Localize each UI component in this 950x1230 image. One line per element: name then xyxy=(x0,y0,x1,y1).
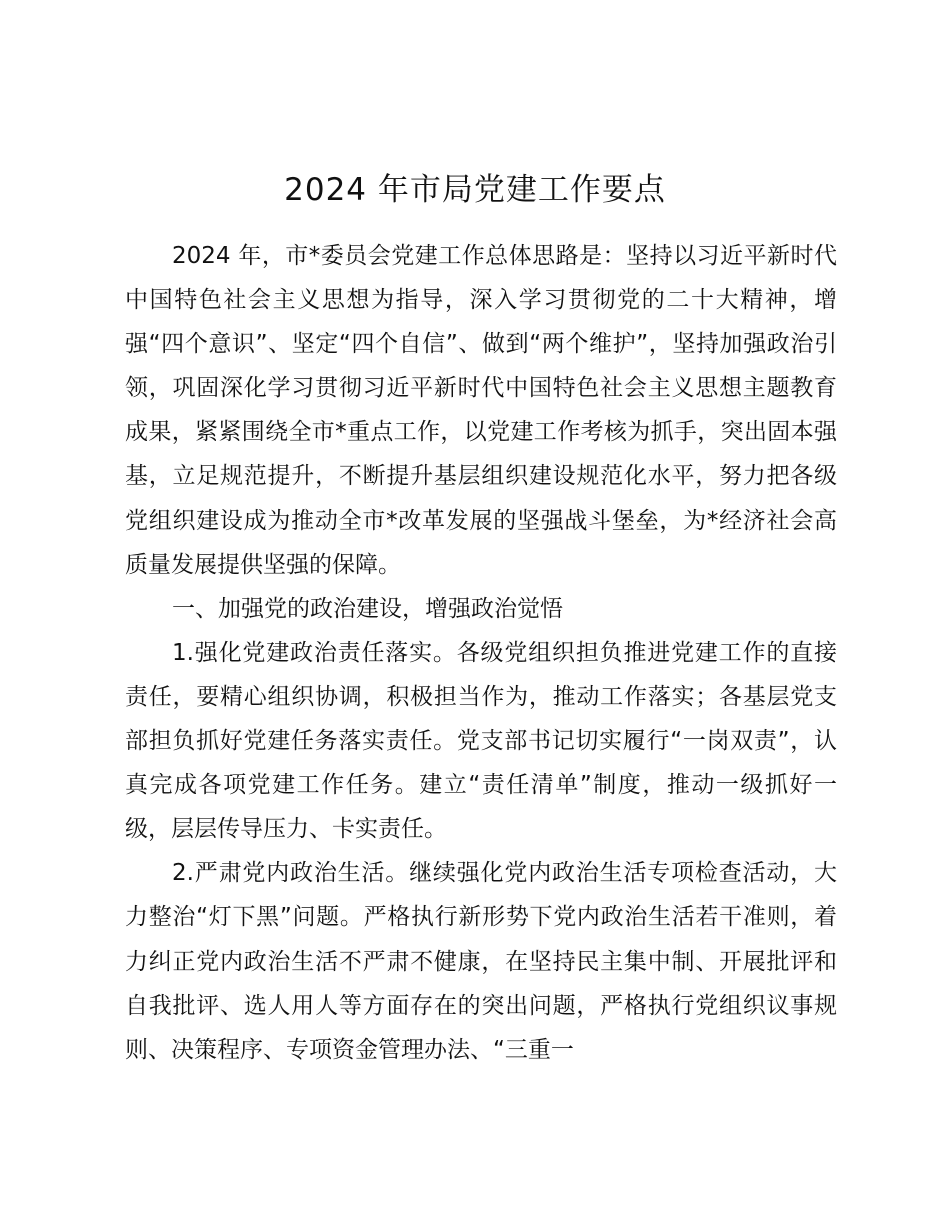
document-title: 2024 年市局党建工作要点 xyxy=(284,172,666,208)
intro-paragraph: 2024 年，市*委员会党建工作总体思路是：坚持以习近平新时代中国特色社会主义思想为指导，深入学习贯彻党的二十大精神，增强“四个意识”、坚定“四个自信”、做到“两个维护”，坚持加强政治引领，巩固深化学习贯彻习近平新时代中国特色社会主义思想主题教育成果，紧紧围绕全市*重点工作，以党建工作考核为抓手，突出固本强基，立足规范提升，不断提升基层组织建设规范化水平，努力把各级党组织建设成为推动全市*改革发展的坚强战斗堡垒，为*经济社会高质量发展提供坚强的保障。 xyxy=(125,243,837,578)
section-heading: 一、加强党的政治建设，增强政治觉悟 xyxy=(172,595,563,622)
item-paragraph-2: 2.严肃党内政治生活。继续强化党内政治生活专项检查活动，大力整治“灯下黑”问题。严格执行新形势下党内政治生活若干准则，着力纠正党内政治生活不严肃不健康，在坚持民主集中制、开展批评和自我批评、选人用人等方面存在的突出问题，严格执行党组织议事规则、决策程序、专项资金管理办法、“三重一 xyxy=(125,860,837,1063)
item-paragraph-1: 1.强化党建政治责任落实。各级党组织担负推进党建工作的直接责任，要精心组织协调，积极担当作为，推动工作落实；各基层党支部担负抓好党建任务落实责任。党支部书记切实履行“一岗双责”，认真完成各项党建工作任务。建立“责任清单”制度，推动一级抓好一级，层层传导压力、卡实责任。 xyxy=(125,639,837,843)
document-body xyxy=(125,234,837,1072)
